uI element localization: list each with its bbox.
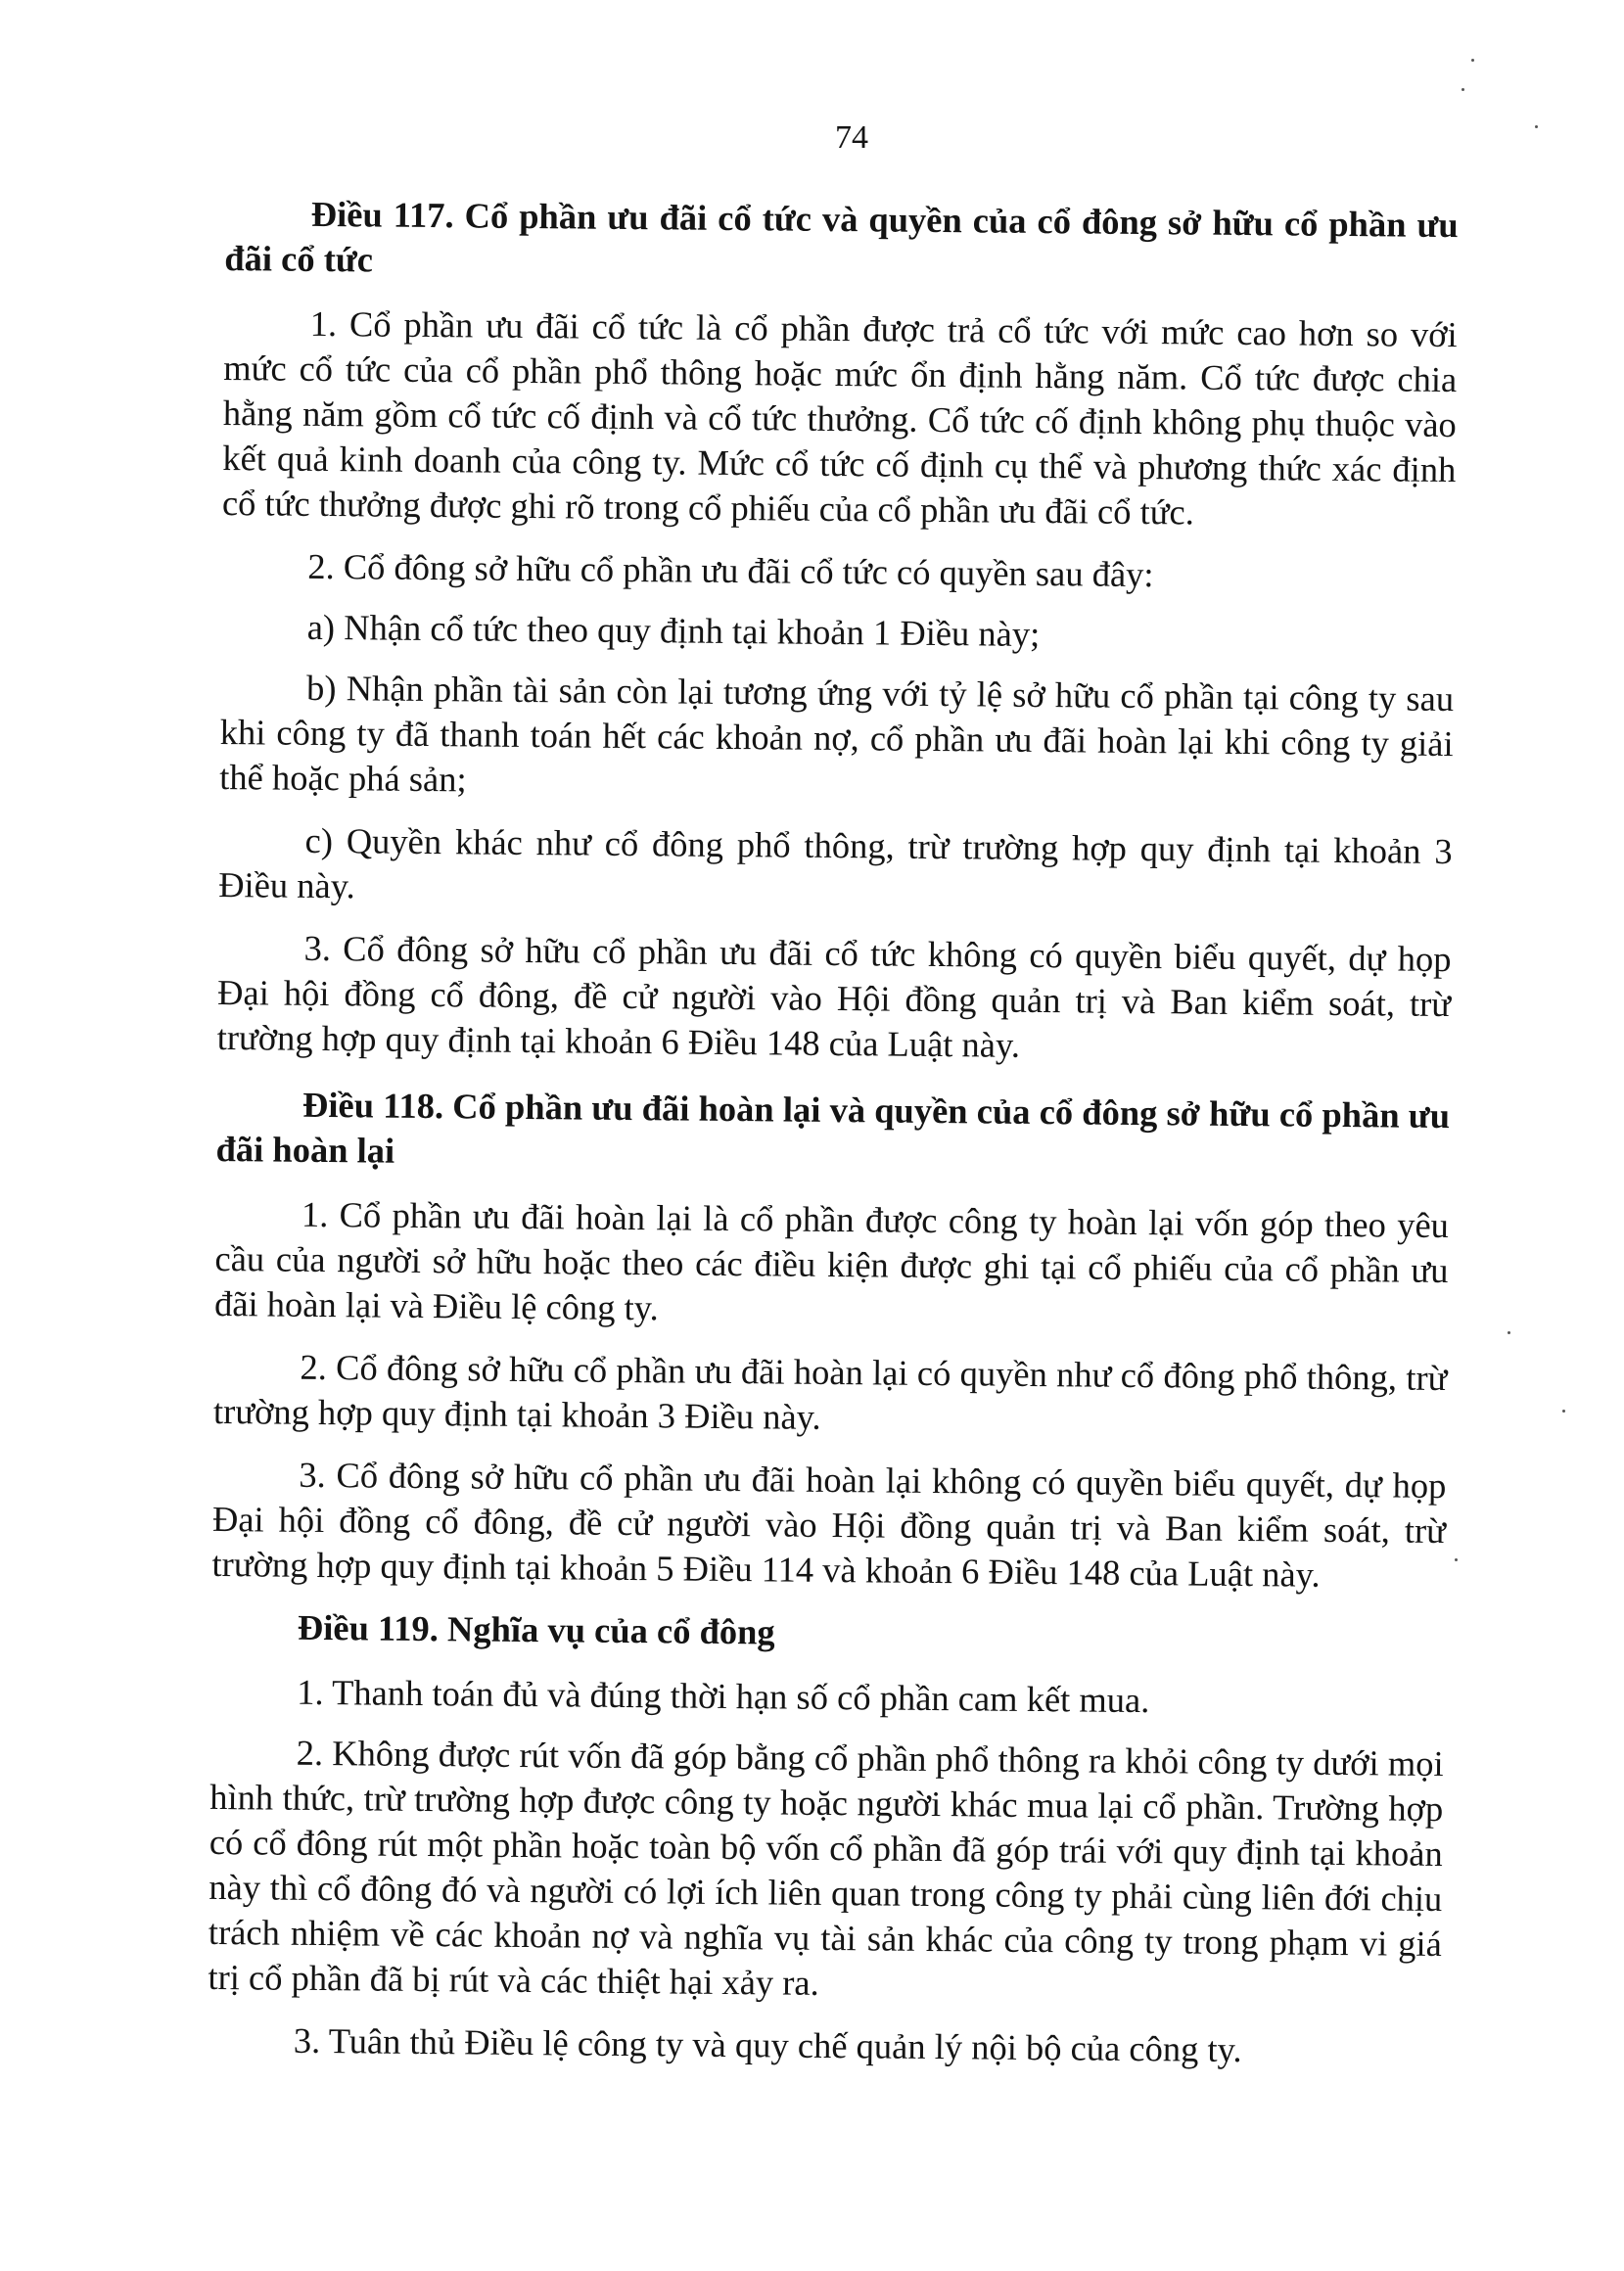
paragraph: 2. Không được rút vốn đã góp bằng cổ phần phổ thông ra khỏi công ty dưới mọi hình thức, trừ trường hợp được công ty hoặc người khác mua lại cổ phần. Trường hợp có cổ đông rút một phần hoặc toàn bộ vốn cổ phần đã góp trái với quy định tại khoản này thì cổ đông đó và người có lợi ích liên quan trong công ty phải cùng liên đới chịu trách nhiệm về các khoản nợ và nghĩa vụ tài sản khác của công ty trong phạm vi giá trị cổ phần đã bị rút và các thiệt hại xảy ra. bbox=[208, 1732, 1444, 2003]
scan-speck bbox=[1455, 1558, 1458, 1561]
article-heading: Điều 117. Cổ phần ưu đãi cổ tức và quyền của cổ đông sở hữu cổ phần ưu đãi cổ tức bbox=[224, 193, 1459, 280]
paragraph: 1. Cổ phần ưu đãi hoàn lại là cổ phần được công ty hoàn lại vốn góp theo yêu cầu của người sở hữu hoặc theo các điều kiện được ghi tại cổ phiếu của cổ phần ưu đãi hoàn lại và Điều lệ công ty. bbox=[213, 1193, 1450, 1328]
paragraph: 3. Cổ đông sở hữu cổ phần ưu đãi hoàn lại không có quyền biểu quyết, dự họp Đại hội đồng cổ đông, đề cử người vào Hội đồng quản trị và Ban kiểm soát, trừ trường hợp quy định tại khoản 5 Điều 114 và khoản 6 Điều 148 của Luật này. bbox=[211, 1454, 1447, 1595]
article-117 bbox=[216, 191, 1458, 1072]
scan-speck bbox=[1562, 1410, 1565, 1413]
paragraph: 1. Cổ phần ưu đãi cổ tức là cổ phần được trả cổ tức với mức cao hơn so với mức cổ tức của cổ phần phổ thông hoặc mức ổn định hằng năm. Cổ tức được chia hằng năm gồm cổ tức cố định và cổ tức thưởng. Cổ tức cố định không phụ thuộc vào kết quả kinh doanh của công ty. Mức cổ tức cố định cụ thể và phương thức xác định cổ tức thưởng được ghi rõ trong cổ phiếu của cổ phần ưu đãi cổ tức. bbox=[221, 302, 1458, 533]
page-number: 74 bbox=[835, 119, 868, 156]
scan-speck bbox=[1471, 59, 1474, 62]
article-heading: Điều 118. Cổ phần ưu đãi hoàn lại và quyền của cổ đông sở hữu cổ phần ưu đãi hoàn lại bbox=[215, 1084, 1451, 1171]
paragraph: 1. Thanh toán đủ và đúng thời hạn số cổ phần cam kết mua. bbox=[297, 1671, 1150, 1721]
article-heading: Điều 119. Nghĩa vụ của cổ đông bbox=[297, 1606, 775, 1652]
page-content bbox=[207, 191, 1458, 2092]
paragraph: b) Nhận phần tài sản còn lại tương ứng với tỷ lệ sở hữu cổ phần tại công ty sau khi công ty đã thanh toán hết các khoản nợ, cổ phần ưu đãi hoàn lại khi công ty giải thể hoặc phá sản; bbox=[219, 667, 1455, 800]
paragraph: 2. Cổ đông sở hữu cổ phần ưu đãi cổ tức có quyền sau đây: bbox=[307, 545, 1154, 595]
scan-speck bbox=[1535, 125, 1538, 128]
paragraph: 2. Cổ đông sở hữu cổ phần ưu đãi hoàn lại có quyền như cổ đông phổ thông, trừ trường hợp quy định tại khoản 3 Điều này. bbox=[212, 1346, 1448, 1437]
paragraph: c) Quyền khác như cổ đông phổ thông, trừ trường hợp quy định tại khoản 3 Điều này. bbox=[218, 819, 1453, 906]
article-119 bbox=[208, 1604, 1445, 2074]
paragraph: 3. Tuân thủ Điều lệ công ty và quy chế quản lý nội bộ của công ty. bbox=[293, 2019, 1242, 2070]
paragraph: a) Nhận cổ tức theo quy định tại khoản 1 Điều này; bbox=[306, 606, 1041, 655]
scan-speck bbox=[1462, 88, 1464, 91]
scan-speck bbox=[1508, 1331, 1510, 1334]
paragraph: 3. Cổ đông sở hữu cổ phần ưu đãi cổ tức không có quyền biểu quyết, dự họp Đại hội đồng cổ đông, đề cử người vào Hội đồng quản trị và Ban kiểm soát, trừ trường hợp quy định tại khoản 6 Điều 148 của Luật này. bbox=[216, 927, 1452, 1065]
article-118 bbox=[211, 1082, 1450, 1599]
